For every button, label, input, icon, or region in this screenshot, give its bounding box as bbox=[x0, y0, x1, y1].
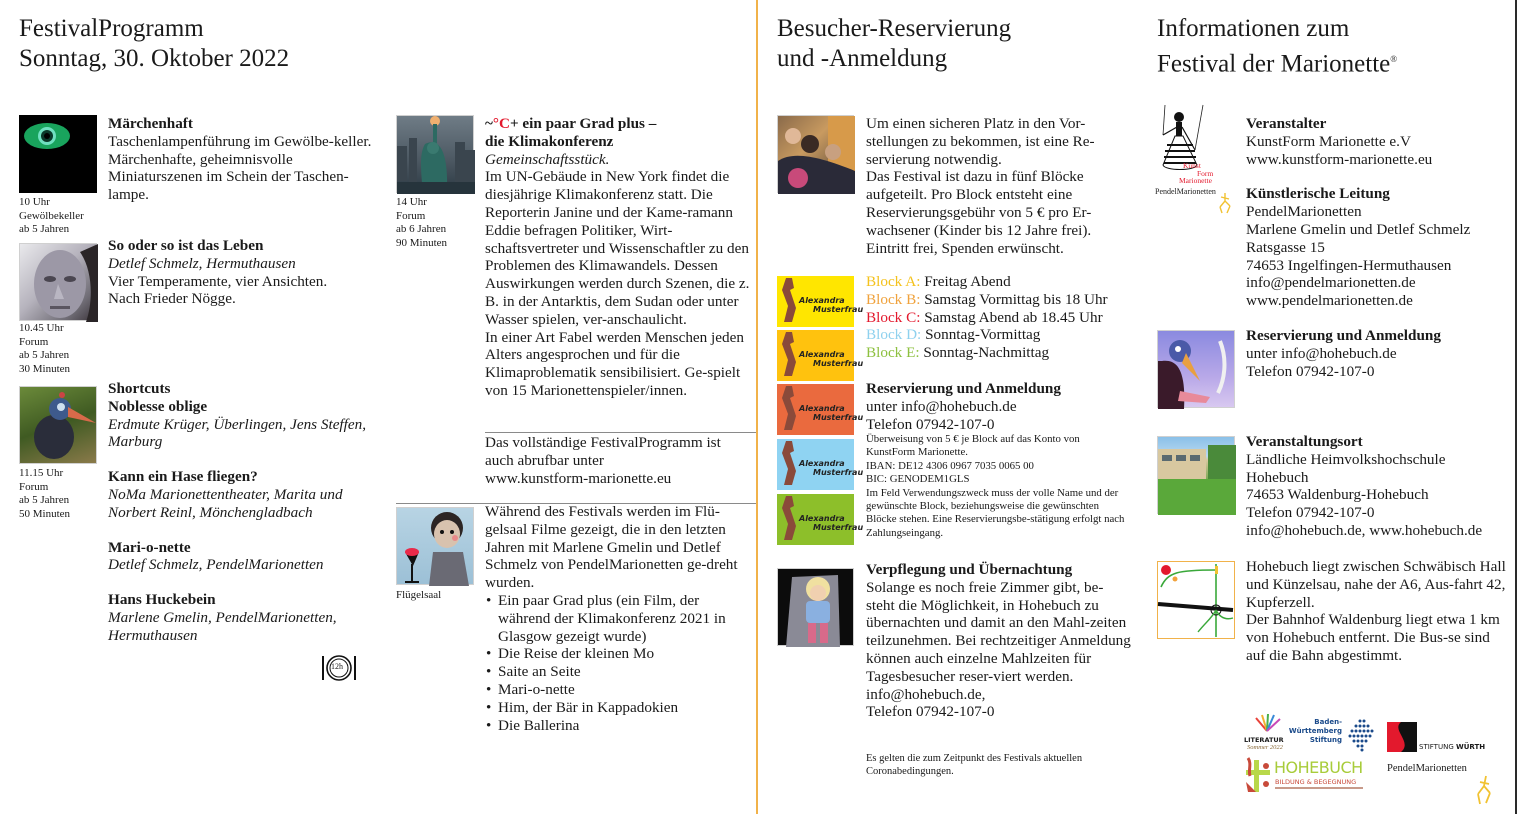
films-intro: Während des Festivals werden im Flü-gelsaal Filme gezeigt, die in den letzten Jahren mit Marlene Gmelin und Detlef Schmelz von PendelMarionetten ge-dreht wurden. bbox=[485, 503, 738, 592]
full-program-note bbox=[485, 434, 753, 487]
block-card-a bbox=[777, 276, 864, 327]
artistic-title: Künstlerische Leitung bbox=[1246, 185, 1390, 203]
info-title-text: Festival der Marionette bbox=[1157, 50, 1391, 78]
lodging-section bbox=[866, 561, 1131, 721]
sponsor-text: Sommer 2022 bbox=[1247, 744, 1283, 751]
films-location: Flügelsaal bbox=[396, 589, 442, 601]
sponsor-text: Stiftung bbox=[1309, 736, 1342, 744]
card-name: Musterfrau bbox=[813, 305, 864, 314]
event-title: Märchenhaft bbox=[108, 115, 193, 132]
program-title-line1: FestivalProgramm bbox=[19, 15, 204, 42]
lunch-plate-icon bbox=[320, 654, 358, 682]
artistic-email-link[interactable]: info@pendelmarionetten.de bbox=[1246, 274, 1416, 292]
block-e bbox=[866, 344, 1131, 362]
venue-line: Ländliche Heimvolkshochschule bbox=[1246, 450, 1446, 468]
celsius-mark: °C bbox=[492, 115, 510, 132]
info-reservation-email-link[interactable]: unter info@hohebuch.de bbox=[1246, 344, 1397, 362]
registered-mark: ® bbox=[1390, 54, 1398, 64]
event-time: 11.15 Uhr bbox=[19, 467, 64, 479]
artistic-line: PendelMarionetten bbox=[1246, 203, 1362, 221]
divider bbox=[485, 432, 756, 433]
block-label: Block C: bbox=[866, 308, 921, 326]
bw-dots-icon bbox=[1346, 718, 1376, 752]
venue-line: Telefon 07942-107-0 bbox=[1246, 504, 1375, 522]
pendel-logo-text: PendelMarionetten bbox=[1155, 187, 1216, 196]
corona-note: Es gelten die zum Zeitpunkt des Festivals aktuellen Coronabedingungen. bbox=[866, 753, 1083, 777]
program-url-link[interactable]: www.kunstform-marionette.eu bbox=[485, 469, 672, 487]
logo-word: Marionette bbox=[1179, 176, 1212, 185]
venue-line: 74653 Waldenburg-Hohebuch bbox=[1246, 486, 1429, 504]
card-name: Alexandra bbox=[799, 350, 845, 359]
shortcut-author: Erdmute Krüger, Überlingen, Jens Steffen, Marburg bbox=[108, 415, 367, 451]
reservation-title-line2: und -Anmeldung bbox=[777, 45, 948, 72]
card-name: Alexandra bbox=[799, 514, 845, 523]
block-text: Sonntag-Vormittag bbox=[925, 326, 1041, 344]
venue-title: Veranstaltungsort bbox=[1246, 433, 1363, 450]
iban: IBAN: DE12 4306 0967 7035 0065 00 bbox=[866, 459, 1034, 472]
artistic-line: Marlene Gmelin und Detlef Schmelz bbox=[1246, 220, 1471, 238]
pendel-figure-icon bbox=[1474, 776, 1494, 806]
block-text: Samstag Abend ab 18.45 Uhr bbox=[924, 308, 1103, 326]
block-card-b bbox=[777, 330, 864, 381]
block-text: Samstag Vormittag bis 18 Uhr bbox=[924, 290, 1108, 308]
lodging-email-link[interactable]: info@hohebuch.de, bbox=[866, 685, 986, 703]
event-klimakonferenz bbox=[485, 115, 753, 400]
lunch-time-label: 12h bbox=[331, 662, 343, 671]
bw-stiftung-logo bbox=[1288, 718, 1378, 754]
bw-text bbox=[1289, 718, 1342, 745]
pendel-sponsor-logo: PendelMarionetten bbox=[1387, 763, 1467, 774]
film-item: • Die Reise der kleinen Mo bbox=[485, 645, 753, 663]
event-description: Nach Frieder Nögge. bbox=[108, 290, 236, 308]
event-time: 10 Uhr bbox=[19, 196, 50, 208]
sponsor-text: HOHEBUCH bbox=[1274, 758, 1363, 777]
intro-text: Um einen sicheren Platz in den Vor-stellungen zu bekommen, ist eine Re-servierung notwendig. bbox=[866, 115, 1095, 168]
event-time: 14 Uhr bbox=[396, 196, 427, 208]
event-meta bbox=[19, 322, 70, 376]
event-so-oder-so bbox=[108, 237, 383, 308]
films-list bbox=[485, 592, 753, 734]
event-location: Forum bbox=[396, 209, 426, 222]
purpose-text: Im Feld Verwendungszweck muss der volle Name und der gewünschte Block, beziehungsweise die gewünschten Blöcke stehen. Eine Reservierungsbe-stätigung erfolgt nach Zahlungseingang. bbox=[866, 486, 1125, 539]
bird-image bbox=[19, 386, 97, 464]
event-location: Gewölbekeller bbox=[19, 209, 84, 222]
organizer-title: Veranstalter bbox=[1246, 115, 1327, 132]
hohebuch-subline bbox=[1275, 787, 1363, 789]
organizer-section bbox=[1246, 115, 1511, 310]
artistic-url-link[interactable]: www.pendelmarionetten.de bbox=[1246, 292, 1413, 310]
organizer-name: KunstForm Marionette e.V bbox=[1246, 132, 1411, 150]
film-item: • Die Ballerina bbox=[485, 717, 753, 735]
organizer-url-link[interactable]: www.kunstform-marionette.eu bbox=[1246, 150, 1433, 168]
artistic-line: Ratsgasse 15 bbox=[1246, 238, 1325, 256]
event-age: ab 5 Jahren bbox=[19, 494, 70, 507]
shortcut-author: NoMa Marionettentheater, Marita und Norbert Reinl, Mönchengladbach bbox=[108, 485, 343, 521]
audience-image bbox=[777, 115, 854, 193]
block-label: Block E: bbox=[866, 344, 920, 362]
info-title-line1: Informationen zum bbox=[1157, 15, 1350, 42]
program-date: Sonntag, 30. Oktober 2022 bbox=[19, 45, 290, 72]
bank-details bbox=[866, 433, 1128, 540]
film-item: • Him, der Bär in Kappadokien bbox=[485, 699, 753, 717]
card-name: Alexandra bbox=[799, 459, 845, 468]
info-reservation-title: Reservierung und Anmeldung bbox=[1246, 327, 1441, 344]
film-item: • Mari-o-nette bbox=[485, 681, 753, 699]
block-d bbox=[866, 326, 1131, 344]
card-name: Musterfrau bbox=[813, 413, 864, 422]
event-description: Im UN-Gebäude in New York findet die diesjährige Klimakonferenz statt. Die Reporterin Janine und der Kame-ramann Eddie befragen Politiker, Wirt-schaftsvertreter und Wissenschaftler zu den Problemen des Klimawandels. Dessen Auswirkungen werden durch Szenen, die z. B. in der Antarktis, dem Sudan oder unter Wasser spielen, ver-anschaulicht. bbox=[485, 168, 750, 328]
reservation-title bbox=[777, 14, 1011, 74]
transfer-text: Überweisung von 5 € je Block auf das Konto von bbox=[866, 433, 1080, 445]
event-age: ab 6 Jahren bbox=[396, 223, 447, 236]
shortcut-author: Detlef Schmelz, PendelMarionetten bbox=[108, 556, 324, 574]
event-meta bbox=[396, 196, 447, 250]
map-marker-icon bbox=[1161, 565, 1171, 575]
event-title bbox=[485, 115, 753, 133]
block-list bbox=[866, 273, 1131, 362]
fold-divider bbox=[756, 0, 758, 814]
kunstform-logo-text bbox=[1179, 162, 1239, 185]
note-text: auch abrufbar unter bbox=[485, 451, 604, 469]
shortcut-title: Kann ein Hase fliegen? bbox=[108, 468, 258, 486]
directions-text: Der Bahnhof Waldenburg liegt etwa 1 km von Hohebuch entfernt. Die Bus-se sind auf die Bahn abgestimmt. bbox=[1246, 611, 1500, 664]
event-description: Vier Temperamente, vier Ansichten. bbox=[108, 272, 328, 290]
card-name: Alexandra bbox=[799, 296, 845, 305]
block-a bbox=[866, 273, 1131, 291]
event-title-rest: + ein paar Grad plus – bbox=[509, 115, 657, 132]
event-title: Shortcuts bbox=[108, 380, 171, 397]
block-label: Block A: bbox=[866, 273, 921, 290]
directions-section bbox=[1246, 558, 1511, 665]
intro-text: Das Festival ist dazu in fünf Blöcke aufgeteilt. Pro Block entsteht eine Reservierungsgebühr von 5 € pro Er-wachsener (Kinder bis 12 Jahre frei). bbox=[866, 168, 1092, 239]
event-age: ab 5 Jahren bbox=[19, 223, 70, 236]
event-age: ab 5 Jahren bbox=[19, 349, 70, 362]
sponsor-text: LITERATUR bbox=[1244, 736, 1284, 744]
sponsor-text: Württemberg bbox=[1288, 727, 1342, 735]
program-title bbox=[19, 14, 289, 74]
sponsor-text: WÜRTH bbox=[1455, 743, 1486, 751]
shortcut-title: Mari-o-nette bbox=[108, 538, 191, 556]
directions-text: Hohebuch liegt zwischen Schwäbisch Hall und Künzelsau, nahe der A6, Aus-fahrt 42, Kupferzell. bbox=[1246, 558, 1506, 611]
info-reservation bbox=[1246, 327, 1511, 380]
lodging-title: Verpflegung und Übernachtung bbox=[866, 561, 1073, 578]
shortcut-title: Noblesse oblige bbox=[108, 397, 208, 415]
logo-word: Kunst bbox=[1183, 161, 1201, 170]
liberty-image bbox=[396, 115, 474, 193]
info-reservation-phone: Telefon 07942-107-0 bbox=[1246, 362, 1375, 380]
location-map[interactable] bbox=[1157, 561, 1235, 639]
reservation-title-line1: Besucher-Reservierung bbox=[777, 15, 1012, 42]
sponsor-text: STIFTUNG bbox=[1419, 743, 1456, 751]
block-b bbox=[866, 291, 1131, 309]
literatur-sommer-logo bbox=[1244, 714, 1288, 754]
pendel-figure-icon bbox=[1217, 193, 1233, 215]
artistic-line: 74653 Ingelfingen-Hermuthausen bbox=[1246, 256, 1452, 274]
puppet-girl-image bbox=[396, 507, 474, 585]
event-meta bbox=[19, 196, 84, 237]
lodging-text: Solange es noch freie Zimmer gibt, be-steht die Möglichkeit, in Hohebuch zu übernachten und damit an den Mahl-zeiten teilzunehmen. Bei rechtzeitiger Anmeldung können auch einzelne Mahlzeiten für Tagesbesucher reser-viert werden. bbox=[866, 578, 1131, 685]
card-name: Musterfrau bbox=[813, 468, 864, 477]
block-label: Block B: bbox=[866, 290, 921, 308]
block-card-e bbox=[777, 494, 864, 545]
logo-word: Form bbox=[1197, 168, 1214, 178]
event-author: Detlef Schmelz, Hermuthausen bbox=[108, 254, 296, 272]
transfer-text: KunstForm Marionette. bbox=[866, 446, 968, 459]
intro-text: Eintritt frei, Spenden erwünscht. bbox=[866, 239, 1064, 257]
sponsor-text: BILDUNG & BEGEGNUNG bbox=[1275, 778, 1357, 786]
stiftung-wuerth-logo bbox=[1387, 722, 1515, 754]
event-duration: 90 Minuten bbox=[396, 236, 448, 249]
bic: BIC: GENODEM1GLS bbox=[866, 473, 970, 486]
block-card-d bbox=[777, 439, 864, 490]
block-text: Sonntag-Nachmittag bbox=[923, 344, 1050, 362]
venue-line: Hohebuch bbox=[1246, 468, 1309, 486]
contact-email-link[interactable]: unter info@hohebuch.de bbox=[866, 397, 1017, 415]
event-description: In einer Art Fabel werden Menschen jeden Alters angesprochen und für die Klimaproblematik sensibilisiert. Ge-spielt von 15 Marionettenspieler/innen. bbox=[485, 328, 744, 399]
info-title bbox=[1157, 14, 1397, 79]
lodging-phone: Telefon 07942-107-0 bbox=[866, 703, 995, 721]
card-name: Alexandra bbox=[799, 404, 845, 413]
event-title-line2: die Klimakonferenz bbox=[485, 132, 614, 150]
page-edge bbox=[1515, 0, 1517, 814]
event-meta bbox=[19, 467, 70, 521]
wuerth-text bbox=[1419, 743, 1485, 751]
event-duration: 50 Minuten bbox=[19, 507, 71, 520]
note-text: Das vollständige FestivalProgramm ist bbox=[485, 434, 721, 451]
eye-image bbox=[19, 115, 97, 193]
venue-image bbox=[1157, 436, 1235, 514]
film-item: • Saite an Seite bbox=[485, 663, 753, 681]
sponsor-text: Baden- bbox=[1314, 718, 1342, 726]
shortcut-author: Marlene Gmelin, PendelMarionetten, Hermuthausen bbox=[108, 608, 337, 644]
event-subtitle: Gemeinschaftsstück. bbox=[485, 150, 610, 168]
block-label: Block D: bbox=[866, 326, 922, 344]
event-maerchenhaft bbox=[108, 115, 378, 204]
contact-title: Reservierung und Anmeldung bbox=[866, 380, 1061, 397]
mask-image bbox=[19, 243, 97, 321]
shortcut-title: Hans Huckebein bbox=[108, 591, 216, 609]
crow-puppet-image bbox=[1157, 330, 1235, 408]
doll-image bbox=[777, 568, 854, 646]
event-location: Forum bbox=[19, 335, 49, 348]
event-description: Taschenlampenführung im Gewölbe-keller. Märchenhafte, geheimnisvolle Miniaturszenen im Schein der Taschen-lampe. bbox=[108, 132, 372, 204]
block-c bbox=[866, 309, 1131, 327]
event-location: Forum bbox=[19, 480, 49, 493]
contact-phone: Telefon 07942-107-0 bbox=[866, 415, 995, 433]
tilde: ~ bbox=[485, 115, 493, 132]
film-item: • Ein paar Grad plus (ein Film, der während der Klimakonferenz 2021 in Glasgow gezeigt wurde) bbox=[485, 592, 753, 645]
card-name: Musterfrau bbox=[813, 359, 864, 368]
card-name: Musterfrau bbox=[813, 523, 864, 532]
event-title: So oder so ist das Leben bbox=[108, 237, 264, 254]
block-card-c bbox=[777, 384, 864, 435]
reservation-intro bbox=[866, 115, 1128, 257]
block-text: Freitag Abend bbox=[924, 273, 1011, 290]
event-duration: 30 Minuten bbox=[19, 362, 71, 375]
kunstform-logo bbox=[1155, 105, 1235, 215]
info-title-line2 bbox=[1157, 44, 1397, 79]
films-section bbox=[485, 503, 753, 734]
hohebuch-logo bbox=[1244, 758, 1369, 796]
event-time: 10.45 Uhr bbox=[19, 322, 64, 334]
venue-section bbox=[1246, 433, 1511, 540]
venue-contact-links[interactable]: info@hohebuch.de, www.hohebuch.de bbox=[1246, 521, 1483, 539]
reservation-contact bbox=[866, 380, 1131, 433]
event-shortcuts bbox=[108, 380, 383, 645]
